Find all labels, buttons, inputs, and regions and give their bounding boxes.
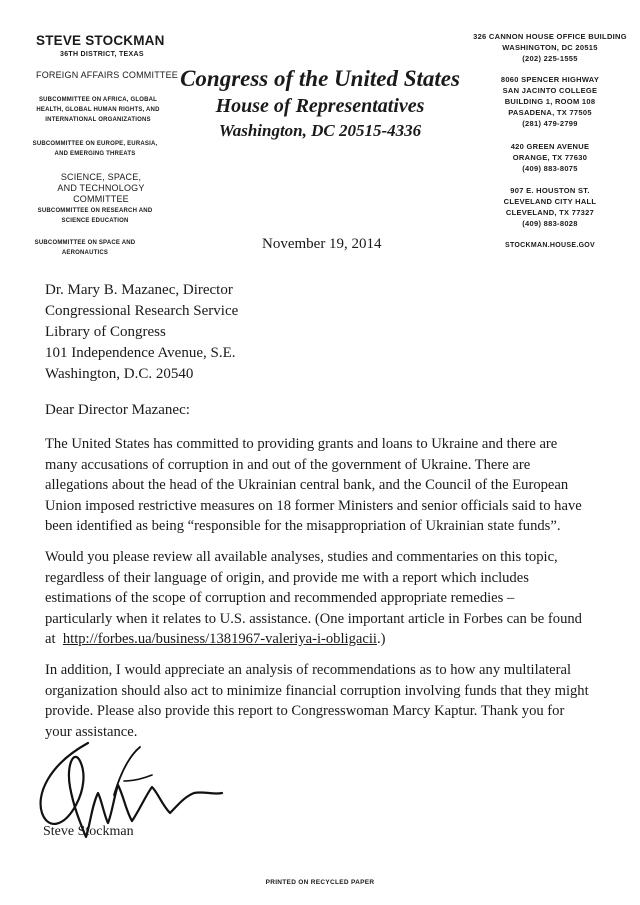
letter-date: November 19, 2014: [262, 236, 382, 252]
office-orange: 420 GREEN AVENUE ORANGE, TX 77630 (409) 883-8075: [510, 142, 590, 173]
subcommittee-europe: SUBCOMMITTEE ON EUROPE, EURASIA, AND EMERGING THREATS: [32, 141, 158, 157]
forbes-article-link[interactable]: http://forbes.ua/business/1381967-valeriya-i-obligacii: [62, 631, 377, 647]
subcommittee-africa: SUBCOMMITTEE ON AFRICA, GLOBAL HEALTH, GLOBAL HUMAN RIGHTS, AND INTERNATIONAL ORGANIZATIONS: [36, 97, 160, 123]
footer-recycled: PRINTED ON RECYCLED PAPER: [265, 879, 375, 886]
subcommittee-research: SUBCOMMITTEE ON RESEARCH AND SCIENCE EDUCATION: [37, 208, 153, 224]
letterhead-washington: Washington, DC 20515-4336: [218, 121, 422, 140]
salutation: Dear Director Mazanec:: [45, 402, 190, 418]
committee-foreign-affairs: FOREIGN AFFAIRS COMMITTEE: [36, 70, 179, 80]
office-washington: 326 CANNON HOUSE OFFICE BUILDING WASHINGTON, DC 20515 (202) 225-1555: [473, 32, 627, 63]
office-cleveland: 907 E. HOUSTON ST. CLEVELAND CITY HALL CLEVELAND, TX 77327 (409) 883-8028: [503, 186, 597, 228]
office-pasadena: 8060 SPENCER HIGHWAY SAN JACINTO COLLEGE BUILDING 1, ROOM 108 PASADENA, TX 77505 (281) 479-2799: [500, 75, 600, 128]
paragraph-2: Would you please review all available analyses, studies and commentaries on this topic, regardless of their language of origin, and provide me with a report which includes estimations of the scope of corruption and recommended appropriate remedies – particularly when it relates to U.S. assistance. (One important article in Forbes can be found at http://forbes.ua/business/1381967-valeriya-i-obligacii.): [45, 549, 582, 647]
signature-name: Steve Stockman: [43, 824, 134, 839]
committee-science: SCIENCE, SPACE, AND TECHNOLOGY COMMITTEE: [57, 172, 145, 204]
website: STOCKMAN.HOUSE.GOV: [504, 242, 596, 249]
paragraph-3: In addition, I would appreciate an analysis of recommendations as to how any multilateral organization should also act to minimize financial corruption involving funds that they might provide. Please also provide this report to Congresswoman Marcy Kaptur. Thank you for your assistance.: [45, 662, 589, 740]
district: 36TH DISTRICT, TEXAS: [60, 51, 144, 58]
recipient-address: Dr. Mary B. Mazanec, Director Congressional Research Service Library of Congress 101 Independence Avenue, S.E. Washington, D.C. 20540: [45, 282, 239, 382]
member-name: STEVE STOCKMAN: [36, 33, 165, 48]
subcommittee-space: SUBCOMMITTEE ON SPACE AND AERONAUTICS: [34, 240, 136, 256]
paragraph-1: The United States has committed to providing grants and loans to Ukraine and there are many accusations of corruption in and out of the government of Ukraine. There are allegations about the head of the Ukrainian central bank, and the Council of the European Union imposed restrictive measures on 18 former Ministers and senior officials said to have been identified as being “responsible for the misappropriation of Ukrainian state funds”.: [45, 436, 582, 534]
letterhead-congress: Congress of the United States: [180, 66, 460, 91]
letterhead-house: House of Representatives: [215, 95, 425, 117]
